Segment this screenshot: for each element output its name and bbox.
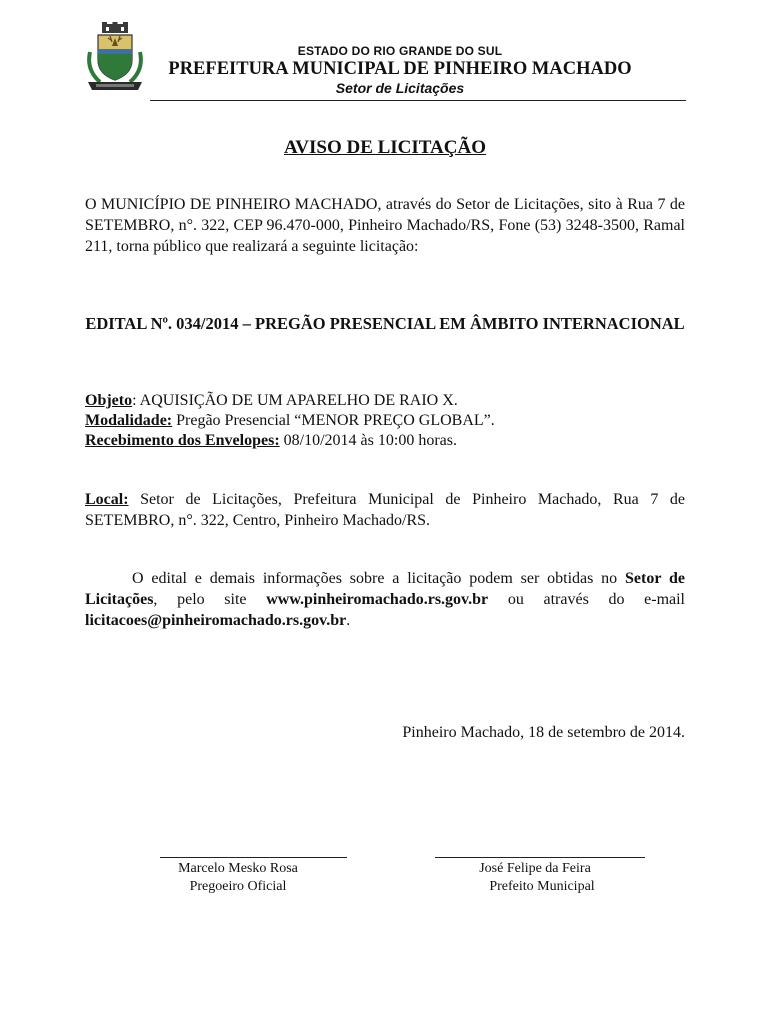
- local-value: Setor de Licitações, Prefeitura Municipal de Pinheiro Machado, Rua 7 de SETEMBRO, n°. 322, Centro, Pinheiro Machado/RS.: [85, 491, 685, 529]
- municipal-crest-icon: [84, 22, 146, 94]
- recebimento-value: 08/10/2014 às 10:00 horas.: [279, 432, 457, 449]
- recebimento-line: [85, 431, 457, 451]
- signature-line-2: [435, 857, 645, 858]
- local-paragraph: [85, 489, 685, 531]
- state-name: ESTADO DO RIO GRANDE DO SUL: [297, 44, 503, 58]
- local-label: Local:: [85, 491, 129, 508]
- signatory-role-1: Pregoeiro Oficial: [189, 879, 287, 894]
- signatory-role-2: Prefeito Municipal: [489, 879, 595, 894]
- objeto-label: Objeto: [85, 392, 133, 409]
- modalidade-value: Pregão Presencial “MENOR PREÇO GLOBAL”.: [172, 412, 495, 429]
- info-text-2: , pelo site: [153, 591, 267, 608]
- modalidade-label: Modalidade:: [85, 412, 173, 429]
- date-line: Pinheiro Machado, 18 de setembro de 2014.: [402, 724, 685, 741]
- info-setor: Setor de Licitações: [85, 570, 685, 608]
- intro-paragraph: O MUNICÍPIO DE PINHEIRO MACHADO, através do Setor de Licitações, sito à Rua 7 de SETEMBRO, n°. 322, CEP 96.470-000, Pinheiro Machado/RS, Fone (53) 3248-3500, Ramal 211, torna público que realizará a seguinte licitação:: [85, 196, 685, 255]
- objeto-value: : AQUISIÇÃO DE UM APARELHO DE RAIO X.: [132, 392, 458, 409]
- signature-line-1: [160, 857, 347, 858]
- signatory-name-2: José Felipe da Feira: [479, 861, 591, 876]
- signatory-name-1: Marcelo Mesko Rosa: [178, 861, 298, 876]
- site-link[interactable]: www.pinheiromachado.rs.gov.br: [266, 591, 489, 608]
- document-title: AVISO DE LICITAÇÃO: [283, 137, 486, 158]
- info-text-3: ou através do e-mail: [488, 591, 686, 608]
- info-text-1: O edital e demais informações sobre a licitação podem ser obtidas no: [132, 570, 626, 587]
- edital-heading: EDITAL Nº. 034/2014 – PREGÃO PRESENCIAL EM ÂMBITO INTERNACIONAL: [85, 314, 685, 333]
- email-link[interactable]: licitacoes@pinheiromachado.rs.gov.br: [85, 612, 347, 629]
- info-text-4: .: [346, 612, 351, 629]
- modalidade-line: [85, 411, 495, 431]
- header-divider: [150, 100, 686, 101]
- recebimento-label: Recebimento dos Envelopes:: [85, 432, 280, 449]
- info-paragraph: [85, 568, 685, 631]
- objeto-line: [85, 391, 458, 411]
- municipality-name: PREFEITURA MUNICIPAL DE PINHEIRO MACHADO: [168, 59, 632, 79]
- sector-name: Setor de Licitações: [335, 80, 465, 96]
